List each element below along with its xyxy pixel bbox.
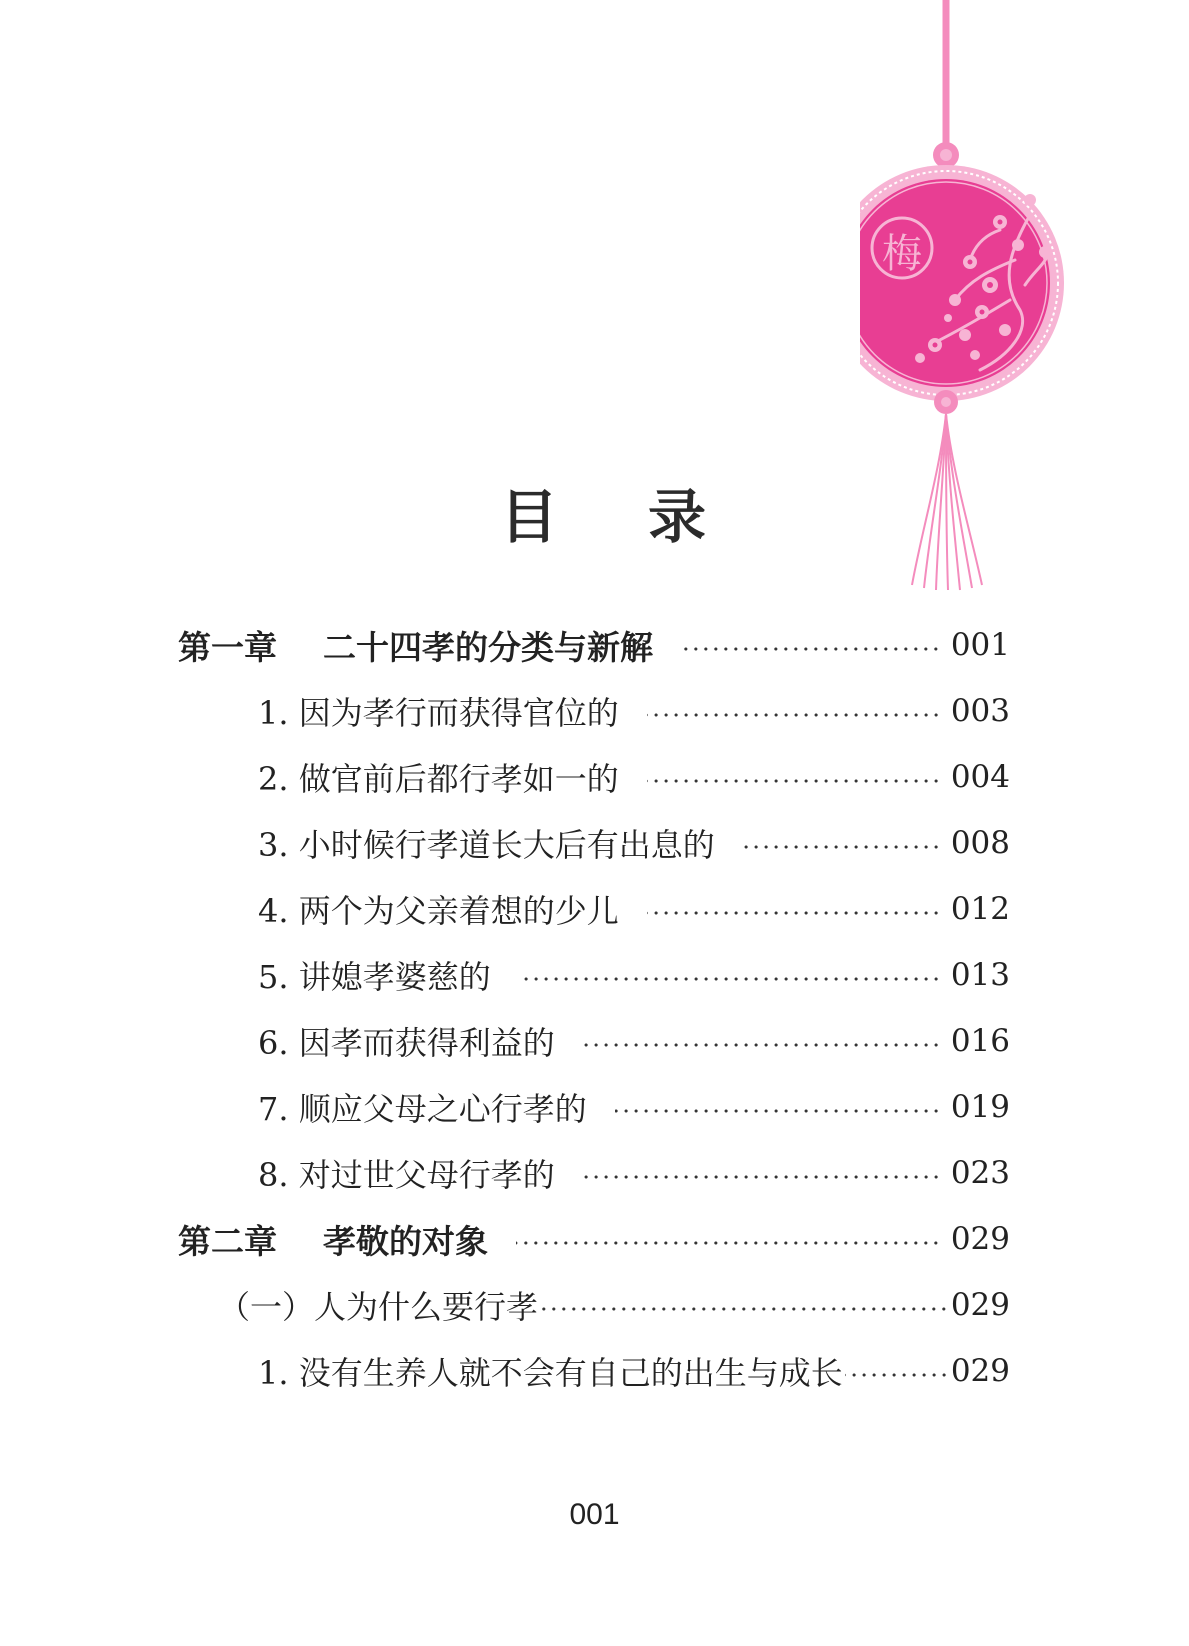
toc-item[interactable]: [258, 686, 1010, 736]
dot-leader: [516, 1241, 941, 1245]
item-label: 4. 两个为父亲着想的少儿: [258, 892, 619, 930]
chapter-title: 孝敬的对象: [323, 1221, 488, 1261]
page-ref: 004: [950, 759, 1010, 795]
page-ref: 016: [950, 1023, 1010, 1059]
dot-leader: [647, 713, 941, 717]
chapter-number: 第一章: [178, 627, 277, 667]
dot-leader: [845, 1373, 949, 1377]
toc-item[interactable]: [258, 1082, 1010, 1132]
chapter-number: 第二章: [178, 1221, 277, 1261]
page-ref: 001: [950, 627, 1010, 663]
item-label: 7. 顺应父母之心行孝的: [258, 1090, 587, 1128]
page-title: [500, 470, 706, 554]
dot-leader: [519, 977, 941, 981]
item-label: 3. 小时候行孝道长大后有出息的: [258, 826, 715, 864]
page-ref: 029: [950, 1353, 1010, 1389]
toc-section[interactable]: [218, 1280, 1010, 1330]
title-char-2: 录: [648, 483, 707, 551]
page-ref: 003: [950, 693, 1010, 729]
page-ref: 029: [950, 1221, 1010, 1257]
toc-chapter-2[interactable]: [178, 1214, 1010, 1264]
toc-item[interactable]: [258, 884, 1010, 934]
toc-chapter-1[interactable]: [178, 620, 1010, 670]
item-label: 1. 因为孝行而获得官位的: [258, 694, 619, 732]
section-label: （一）人为什么要行孝: [218, 1288, 539, 1326]
dot-leader: [540, 1307, 949, 1311]
page-ref: 019: [950, 1089, 1010, 1125]
page-ref: 013: [950, 957, 1010, 993]
item-label: 2. 做官前后都行孝如一的: [258, 760, 619, 798]
dot-leader: [615, 1109, 941, 1113]
item-label: 5. 讲媳孝婆慈的: [258, 958, 491, 996]
dot-leader: [647, 779, 941, 783]
dot-leader: [743, 845, 941, 849]
chapter-title: 二十四孝的分类与新解: [323, 627, 653, 667]
dot-leader: [647, 911, 941, 915]
dot-leader: [583, 1043, 941, 1047]
toc-item[interactable]: [258, 818, 1010, 868]
toc-item[interactable]: [258, 950, 1010, 1000]
title-char-1: 目: [500, 483, 559, 551]
toc-item[interactable]: [258, 1148, 1010, 1198]
plum-blossom-pendant-icon: [860, 0, 1110, 620]
page-ref: 008: [950, 825, 1010, 861]
page-number: 001: [569, 1498, 620, 1531]
pendant-character: 梅: [882, 231, 922, 277]
page-ref: 012: [950, 891, 1010, 927]
dot-leader: [583, 1175, 941, 1179]
item-label: 1. 没有生养人就不会有自己的出生与成长: [258, 1354, 843, 1392]
toc-item[interactable]: [258, 752, 1010, 802]
toc-item[interactable]: [258, 1346, 1010, 1396]
item-label: 6. 因孝而获得利益的: [258, 1024, 555, 1062]
page-ref: 023: [950, 1155, 1010, 1191]
dot-leader: [681, 647, 941, 651]
page-ref: 029: [950, 1287, 1010, 1323]
item-label: 8. 对过世父母行孝的: [258, 1156, 555, 1194]
toc-item[interactable]: [258, 1016, 1010, 1066]
